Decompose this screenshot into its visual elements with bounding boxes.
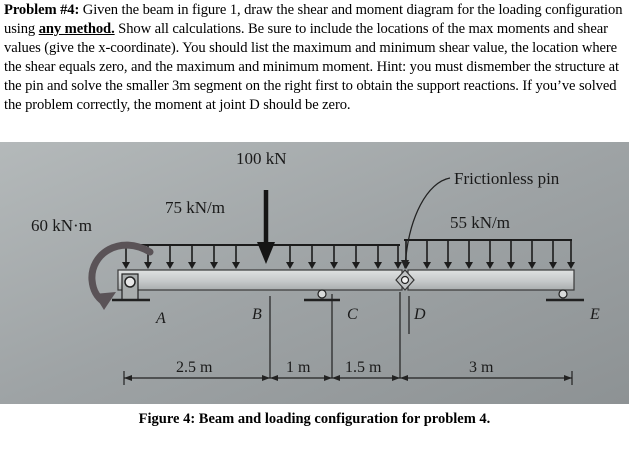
point-label-e: E [590, 306, 600, 323]
beam-segment-left [118, 270, 402, 290]
point-label-a: A [156, 310, 166, 327]
dist-load-left-label: 75 kN/m [165, 198, 225, 217]
beam-segment-right [408, 270, 574, 290]
dim-label-bc2: 1.5 m [345, 359, 382, 376]
beam-figure [0, 142, 629, 404]
beam-diagram [0, 142, 629, 404]
point-label-b: B [252, 306, 262, 323]
frictionless-pin-label: Frictionless pin [454, 169, 560, 188]
point-label-c: C [347, 306, 358, 323]
figure-caption: Figure 4: Beam and loading configuration for problem 4. [138, 411, 491, 427]
point-load-label: 100 kN [236, 149, 287, 168]
point-label-d: D [414, 306, 426, 323]
problem-number: Problem #4: [4, 2, 80, 18]
moment-label: 60 kN·m [31, 216, 92, 235]
dim-label-de: 3 m [469, 359, 494, 376]
emphasis-any-method: any method. [38, 21, 115, 38]
dist-load-right-label: 55 kN/m [450, 213, 510, 232]
problem-text-part-2: Show all calculations. Be sure to include the locations of the max moments and shear values (give the x-coordinate). You should list the maximum and minimum shear value, the location where the shear equals zero, and the maximum and minimum moment. Hint: you must dismember the structure at the pin and solve the smaller 3m segment on the right first to obtain the support reactions. If you’ve solved the problem correctly, the moment at joint D should be zero. [4, 21, 619, 114]
problem-text-part-1: Given the beam in figure 1, draw the shear and moment diagram for the loading configuration using [4, 2, 623, 38]
problem-statement [4, 1, 624, 116]
dim-label-bc1: 1 m [286, 359, 311, 376]
dim-label-ab: 2.5 m [176, 359, 213, 376]
